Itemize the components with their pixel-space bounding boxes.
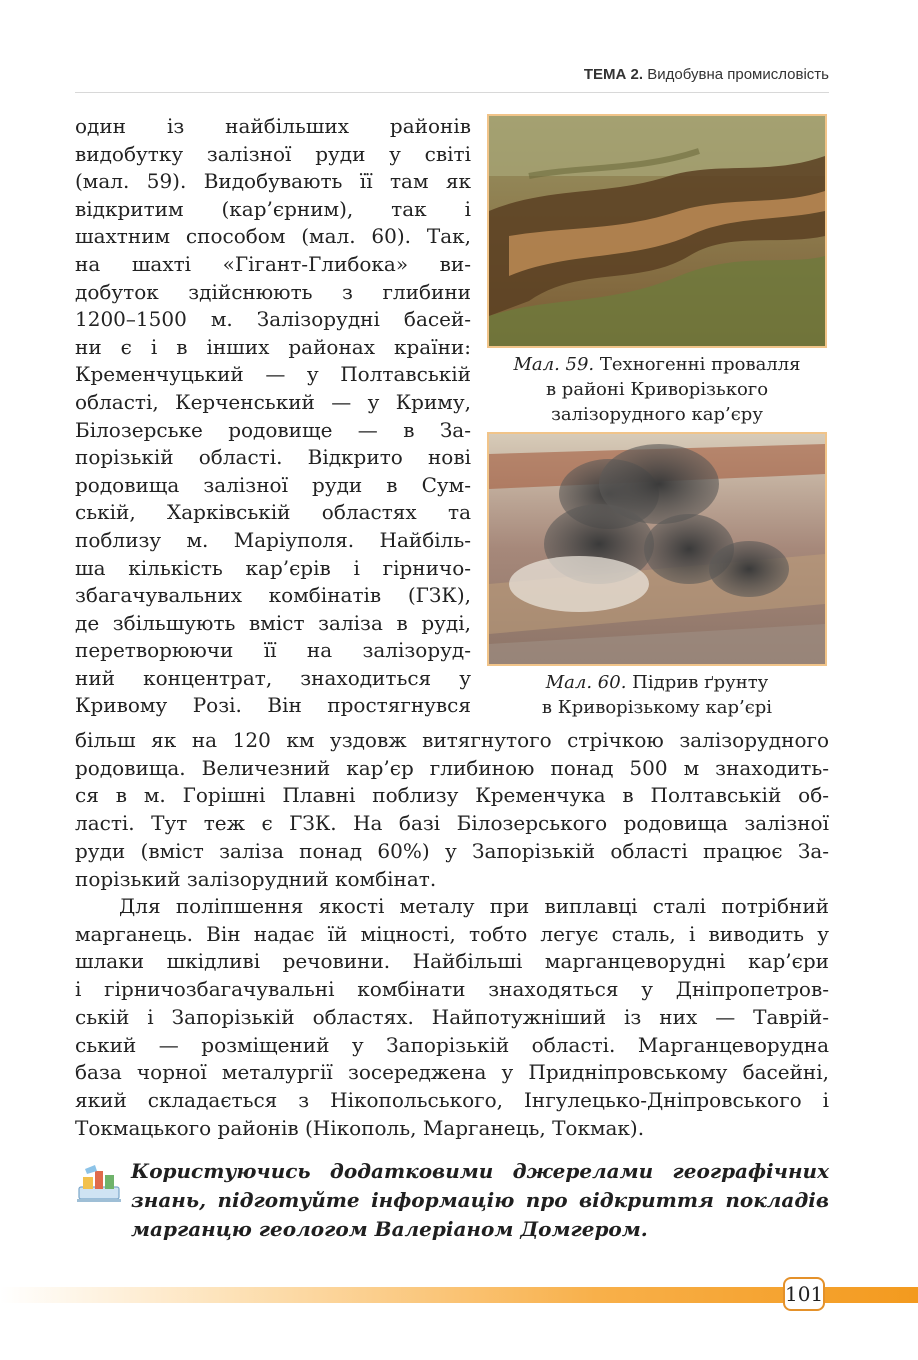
text-line: ласті. Тут теж є ГЗК. На базі Білозерського родовища залізної — [75, 811, 829, 836]
task-text — [131, 1157, 829, 1244]
text-line: більш як на 120 км уздовж витягнутого стрічкою залізорудного — [75, 728, 829, 752]
topic-label: ТЕМА 2. — [583, 66, 644, 83]
figure-60-label: Мал. 60. — [545, 672, 627, 693]
header-divider — [75, 92, 829, 93]
text-line: руди (вміст заліза понад 60%) у Запорізькій області працює За- — [75, 838, 829, 863]
text-line: ся в м. Горішні Плавні поблизу Кременчука в Полтавській об- — [75, 783, 829, 808]
running-header — [584, 66, 829, 83]
figure-59-photo — [487, 114, 827, 348]
text-line: Токмацького районів (Нікополь, Марганець, Токмак). — [75, 1115, 645, 1140]
text-line: і гірничозбагачувальні комбінати знаходяться у Дніпропетров- — [75, 977, 829, 1002]
text-line: Білозерське родовище — в За- — [75, 417, 471, 442]
figure-60-caption-line2: в Криворізькому кар’єрі — [541, 697, 773, 718]
text-line: порізький залізорудний комбінат. — [75, 866, 437, 891]
text-line: збагачувальних комбінатів (ГЗК), — [75, 583, 471, 608]
text-line: на шахті «Гігант-Глибока» ви- — [75, 251, 471, 276]
text-line: родовища. Величезний кар’єр глибиною понад 500 м знаходить- — [75, 755, 829, 780]
text-line: (мал. 59). Видобувають її там як — [75, 169, 471, 194]
figure-59-caption-line3: залізорудного кар’єру — [551, 404, 763, 425]
paragraph-1-continuation — [75, 727, 829, 893]
text-line: Кременчуцький — у Полтавській — [75, 362, 471, 387]
text-line: 1200–1500 м. Залізорудні басей- — [75, 307, 471, 332]
text-line: ний концентрат, знаходиться у — [75, 665, 471, 690]
text-line: перетворюючи її на залізоруд- — [75, 638, 471, 663]
text-line: ській і Запорізькій областях. Найпотужніший із них — Таврій- — [75, 1004, 829, 1029]
figure-59-caption — [487, 352, 827, 427]
text-line: добуток здійснюють з глибини — [75, 279, 471, 304]
text-column-narrow — [75, 113, 471, 720]
figure-59-caption-line2: в районі Криворізького — [545, 379, 769, 400]
text-line: ни є і в інших районах країни: — [75, 334, 471, 359]
text-line: порізькій області. Відкрито нові — [75, 445, 471, 470]
text-line: ський — розміщений у Запорізькій області. Марганцеворудна — [75, 1032, 829, 1057]
text-line: шлаки шкідливі речовини. Найбільші марганцеворудні кар’єри — [75, 949, 829, 974]
text-line: де збільшують вміст заліза в руді, — [75, 610, 471, 635]
text-line: ській, Харківській областях та — [75, 500, 471, 525]
text-line: знань, підготуйте інформацію про відкриття покладів — [131, 1188, 829, 1212]
figure-59-label: Мал. 59. — [513, 354, 595, 375]
topic-title: Видобувна промисловість — [647, 66, 829, 83]
figure-60-photo — [487, 432, 827, 666]
text-line: марганцю геологом Валеріаном Домгером. — [131, 1217, 648, 1241]
text-line: родовища залізної руди в Сум- — [75, 472, 471, 497]
text-line: ша кількість кар’єрів і гірничо- — [75, 555, 471, 580]
sinkhole-illustration — [489, 116, 825, 346]
figure-59-caption-line1: Техногенні провалля — [599, 354, 801, 375]
text-line: видобутку залізної руди у світі — [75, 141, 471, 166]
text-line: шахтним способом (мал. 60). Так, — [75, 224, 471, 249]
figure-60-caption-line1: Підрив ґрунту — [632, 672, 769, 693]
text-line: відкритим (кар’єрним), так і — [75, 196, 471, 221]
text-line: Кривому Розі. Він простягнувся — [75, 693, 471, 718]
text-line: Для поліпшення якості металу при виплавці сталі потрібний — [119, 894, 829, 918]
quarry-blast-illustration — [489, 434, 825, 664]
research-books-icon — [75, 1163, 123, 1205]
text-line: один із найбільших районів — [75, 114, 471, 138]
page-number: 101 — [783, 1277, 825, 1311]
footer-accent-bar — [0, 1287, 918, 1303]
figure-60-caption — [487, 670, 827, 720]
paragraph-2 — [75, 893, 829, 1142]
text-line: Користуючись додатковими джерелами географічних — [131, 1159, 829, 1183]
text-line: який складається з Нікопольського, Інгулецько-Дніпровського і — [75, 1087, 829, 1112]
text-line: області, Керченський — у Криму, — [75, 389, 471, 414]
text-line: поблизу м. Маріуполя. Найбіль- — [75, 527, 471, 552]
text-line: база чорної металургії зосереджена у Придніпровському басейні, — [75, 1060, 829, 1085]
text-line: марганець. Він надає їй міцності, тобто легує сталь, і виводить у — [75, 921, 829, 946]
